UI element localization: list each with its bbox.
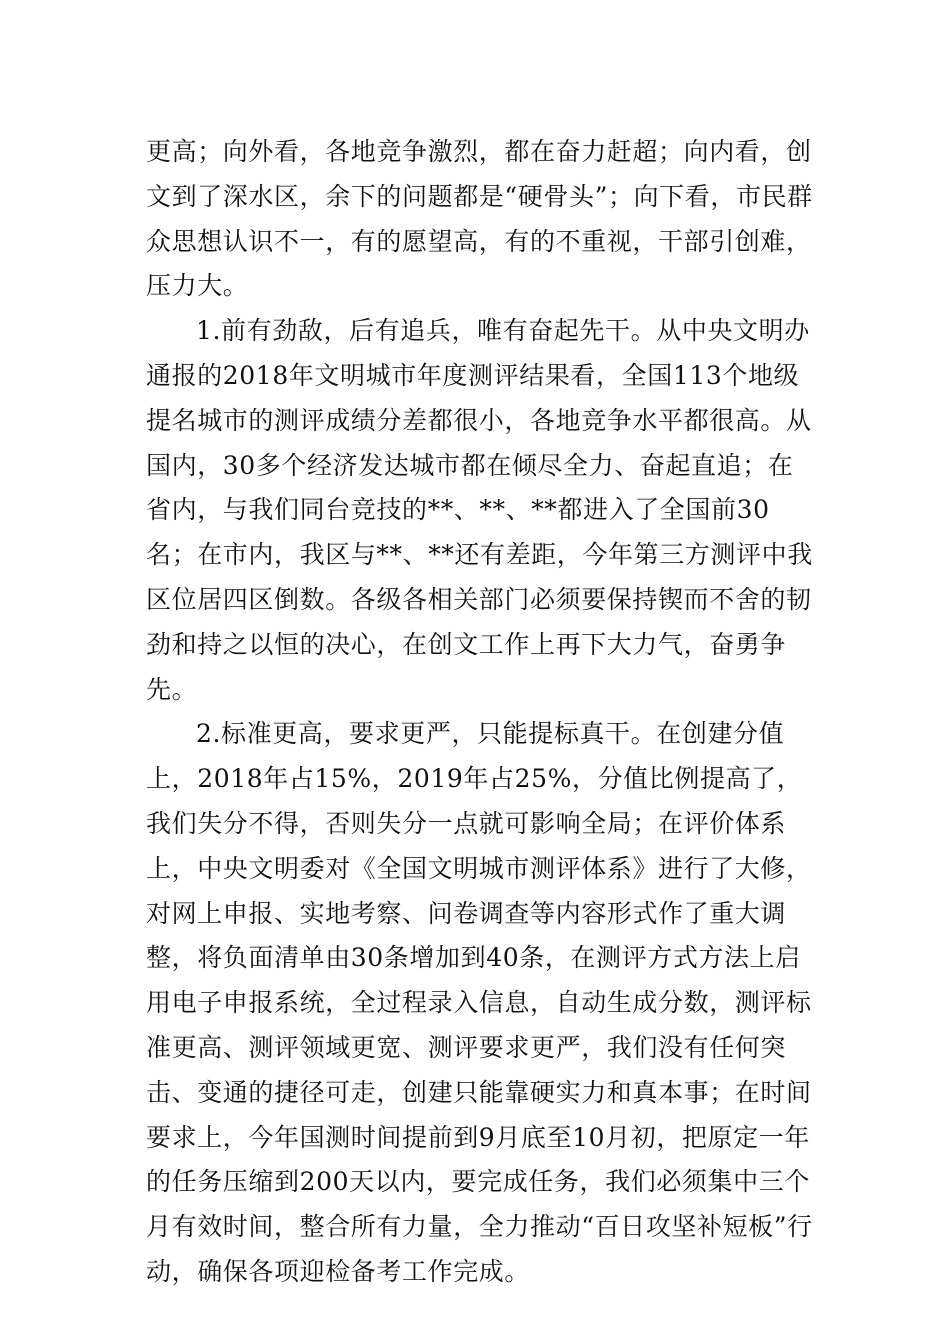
paragraph-point-1: 1.前有劲敌，后有追兵，唯有奋起先干。从中央文明办通报的2018年文明城市年度测评结果看，全国113个地级提名城市的测评成绩分差都很小，各地竞争水平都很高。从国内，30多个经济发达城市都在倾尽全力、奋起直追；在省内，与我们同台竞技的**、**、**都进入了全国前30名；在市内，我区与**、**还有差距，今年第三方测评中我区位居四区倒数。各级各相关部门必须要保持锲而不舍的韧劲和持之以恒的决心，在创文工作上再下大力气，奋勇争先。 <box>146 316 813 704</box>
paragraph-continuation: 更高；向外看，各地竞争激烈，都在奋力赶超；向内看，创文到了深水区，余下的问题都是“硬骨头”；向下看，市民群众思想认识不一，有的愿望高，有的不重视，干部引创难，压力大。 <box>146 137 813 301</box>
document-body <box>146 130 816 1295</box>
paragraph-point-2: 2.标准更高，要求更严，只能提标真干。在创建分值上，2018年占15%，2019年占25%，分值比例提高了，我们失分不得，否则失分一点就可影响全局；在评价体系上，中央文明委对《全国文明城市测评体系》进行了大修，对网上申报、实地考察、问卷调查等内容形式作了重大调整，将负面清单由30条增加到40条，在测评方式方法上启用电子申报系统，全过程录入信息，自动生成分数，测评标准更高、测评领域更宽、测评要求更严，我们没有任何突击、变通的捷径可走，创建只能靠硬实力和真本事；在时间要求上，今年国测时间提前到9月底至10月初，把原定一年的任务压缩到200天以内，要完成任务，我们必须集中三个月有效时间，整合所有力量，全力推动“百日攻坚补短板”行动，确保各项迎检备考工作完成。 <box>146 719 813 1286</box>
